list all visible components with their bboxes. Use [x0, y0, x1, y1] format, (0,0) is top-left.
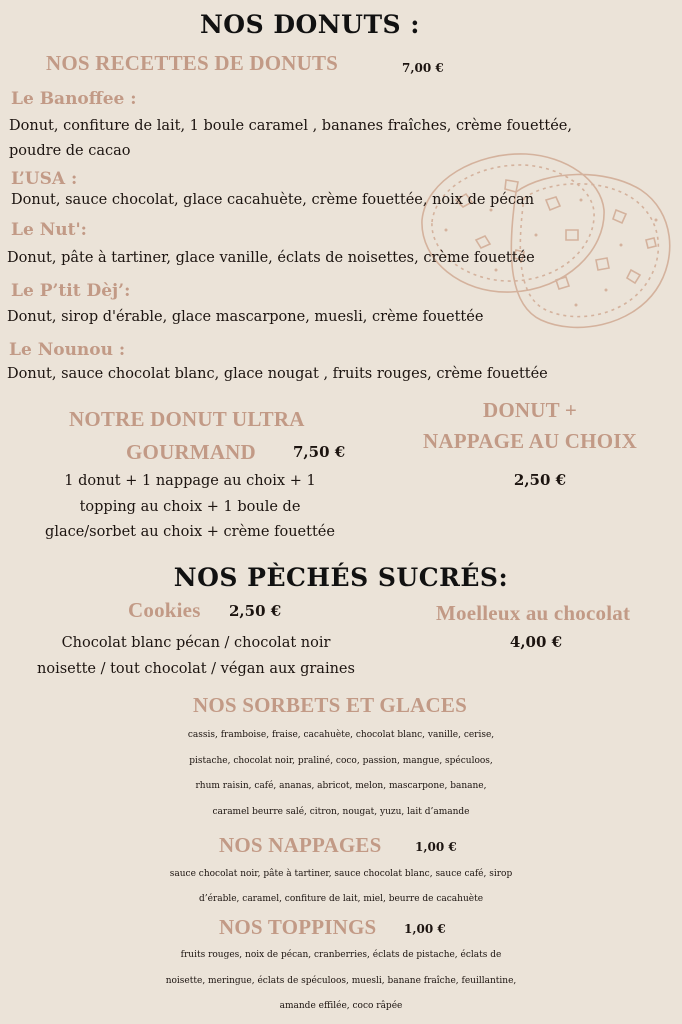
moelleux-price: 4,00 €: [509, 633, 563, 651]
recipe-banoffee-desc-line1: Donut, confiture de lait, 1 boule caramel , bananes fraîches, crème fouettée,: [9, 118, 572, 134]
recipe-banoffee-desc-line2: poudre de cacao: [9, 143, 131, 159]
recipe-banoffee-name: Le Banoffee :: [11, 89, 137, 109]
recipe-nounou-name: Le Nounou :: [9, 340, 126, 360]
recipe-usa-name: L’USA :: [11, 169, 78, 189]
nappages-price: 1,00 €: [415, 840, 457, 854]
recipe-ptitdej-desc: Donut, sirop d'érable, glace mascarpone, muesli, crème fouettée: [7, 309, 484, 325]
ultra-desc-line2: topping au choix + 1 boule de: [79, 499, 301, 515]
sorbets-title: NOS SORBETS ET GLACES: [192, 693, 467, 717]
recipe-usa-desc: Donut, sauce chocolat, glace cacahuète, crème fouettée, noix de pécan: [11, 192, 535, 208]
nappages-line1: sauce chocolat noir, pâte à tartiner, sauce chocolat blanc, sauce café, sirop: [169, 869, 513, 879]
toppings-line3: amande effilée, coco râpée: [279, 1001, 403, 1011]
sorbets-line3: rhum raisin, café, ananas, abricot, melon, mascarpone, banane,: [195, 781, 487, 791]
toppings-title: NOS TOPPINGS: [219, 915, 377, 939]
cookies-desc-line2: noisette / tout chocolat / végan aux graines: [37, 661, 355, 677]
nappage-choix-title-line1: DONUT +: [482, 398, 578, 422]
peches-heading: NOS PÈCHÉS SUCRÉS:: [173, 563, 509, 592]
recipe-nut-desc: Donut, pâte à tartiner, glace vanille, éclats de noisettes, crème fouettée: [7, 250, 535, 266]
sorbets-line1: cassis, framboise, fraise, cacahuète, chocolat blanc, vanille, cerise,: [187, 730, 495, 740]
recipe-nut-name: Le Nut':: [11, 220, 87, 240]
ultra-price: 7,50 €: [293, 443, 346, 461]
sorbets-line2: pistache, chocolat noir, praliné, coco, passion, mangue, spéculoos,: [189, 756, 493, 766]
sorbets-line4: caramel beurre salé, citron, nougat, yuzu, lait d’amande: [212, 807, 470, 817]
toppings-price: 1,00 €: [404, 922, 446, 936]
toppings-line2: noisette, meringue, éclats de spéculoos, muesli, banane fraîche, feuillantine,: [165, 976, 517, 986]
ultra-title-line2: GOURMAND: [126, 440, 256, 464]
ultra-desc-line1: 1 donut + 1 nappage au choix + 1: [64, 473, 316, 489]
recettes-price: 7,00 €: [402, 61, 444, 75]
ultra-title-line1: NOTRE DONUT ULTRA: [69, 407, 305, 431]
cookies-price: 2,50 €: [229, 602, 282, 620]
cookies-desc-line1: Chocolat blanc pécan / chocolat noir: [61, 635, 331, 651]
recettes-section-title: NOS RECETTES DE DONUTS: [46, 51, 339, 75]
donuts-heading: NOS DONUTS :: [199, 10, 421, 39]
nappage-choix-title-line2: NAPPAGE AU CHOIX: [423, 429, 637, 453]
nappages-line2: d’érable, caramel, confiture de lait, miel, beurre de cacahuète: [198, 894, 484, 904]
ultra-desc-line3: glace/sorbet au choix + crème fouettée: [45, 524, 335, 540]
recipe-nounou-desc: Donut, sauce chocolat blanc, glace nougat , fruits rouges, crème fouettée: [7, 366, 548, 382]
moelleux-title: Moelleux au chocolat: [436, 601, 631, 625]
toppings-line1: fruits rouges, noix de pécan, cranberries, éclats de pistache, éclats de: [180, 950, 502, 960]
nappage-choix-price: 2,50 €: [513, 471, 567, 489]
cookies-title: Cookies: [128, 598, 201, 622]
nappages-title: NOS NAPPAGES: [219, 833, 382, 857]
recipe-ptitdej-name: Le P’tit Dèj’:: [11, 281, 131, 301]
